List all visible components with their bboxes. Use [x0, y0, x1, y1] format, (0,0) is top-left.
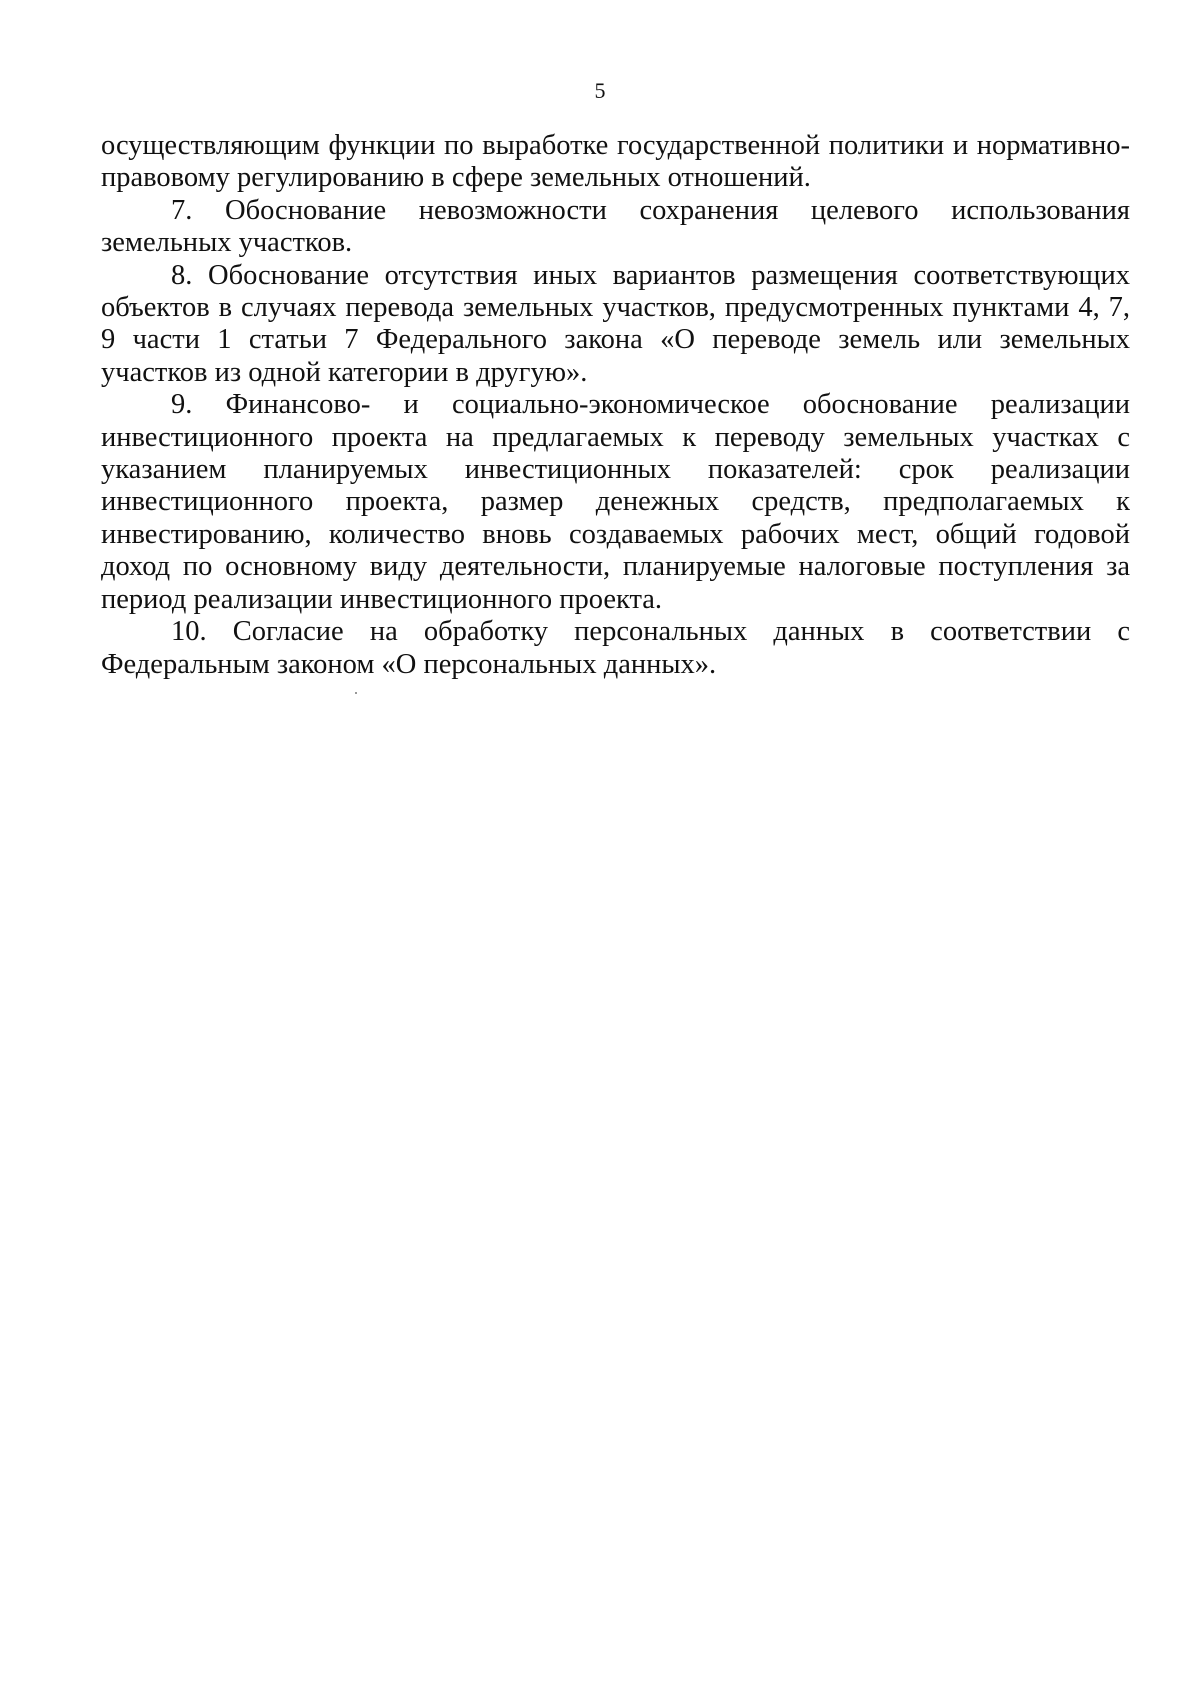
paragraph-text: Финансово- и социально-экономическое обоснование реализации инвестиционного проекта на предлагаемых к переводу земельных участках с указанием планируемых инвестиционных показателей: срок реализации инвестиционного проекта, размер денежных средств, предполагаемых к инвестированию, количество вновь создаваемых рабочих мест, общий годовой доход по основному виду деятельности, планируемые налоговые поступления за период реализации инвестиционного проекта.: [101, 389, 1131, 615]
paragraph-text: Согласие на обработку персональных данных в соответствии с Федеральным законом «О персональных данных».: [101, 616, 1130, 680]
paragraph-number: 10.: [171, 616, 207, 648]
paragraph-number: 7.: [171, 194, 193, 226]
paragraph-item-8: [101, 260, 1130, 390]
scan-speck: [355, 692, 357, 694]
paragraph-text: Обоснование отсутствия иных вариантов размещения соответствующих объектов в случаях перевода земельных участков, предусмотренных пунктами 4, 7, 9 части 1 статьи 7 Федерального закона «О переводе земель или земельных участков из одной категории в другую».: [101, 259, 1130, 388]
paragraph-number: 9.: [171, 389, 193, 421]
paragraph-item-10: [101, 616, 1130, 681]
paragraph-item-7: [101, 195, 1130, 260]
paragraph-continuation: [101, 130, 1130, 195]
paragraph-text: Обоснование невозможности сохранения целевого использования земельных участков.: [101, 194, 1131, 259]
paragraph-text: осуществляющим функции по выработке государственной политики и нормативно-правовому регулированию в сфере земельных отношений.: [101, 130, 1130, 194]
document-body: [101, 130, 1130, 681]
page-number: 5: [594, 78, 606, 103]
paragraph-item-9: [101, 389, 1130, 616]
paragraph-number: 8.: [171, 259, 193, 291]
